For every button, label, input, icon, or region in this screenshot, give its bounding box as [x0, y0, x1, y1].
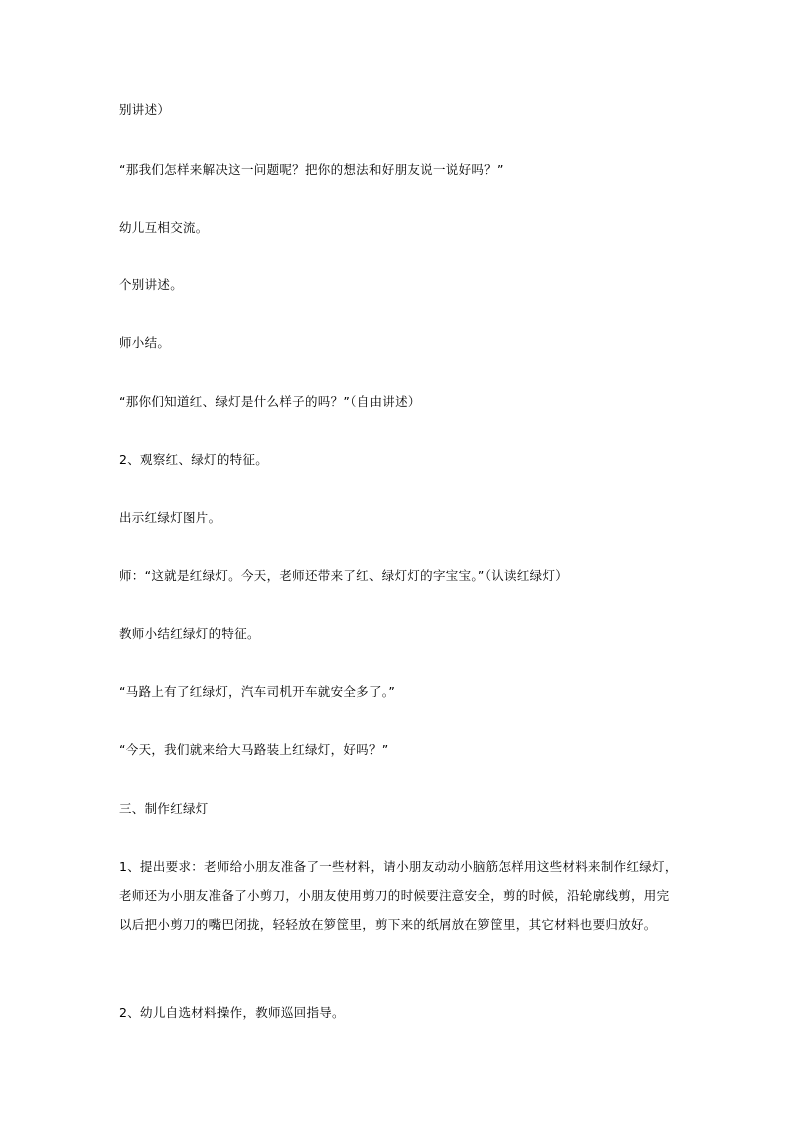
paragraph-15: 2、幼儿自选材料操作，教师巡回指导。	[119, 1005, 345, 1020]
paragraph-1: 别讲述）	[119, 102, 171, 117]
paragraph-6: “那你们知道红、绿灯是什么样子的吗？”（自由讲述）	[119, 394, 421, 409]
paragraph-2: “那我们怎样来解决这一问题呢？把你的想法和好朋友说一说好吗？”	[119, 162, 504, 177]
paragraph-5: 师小结。	[119, 335, 171, 350]
paragraph-4: 个别讲述。	[119, 277, 184, 292]
paragraph-12: “今天，我们就来给大马路装上红绿灯，好吗？”	[119, 742, 389, 757]
paragraph-8: 出示红绿灯图片。	[119, 510, 222, 525]
paragraph-11: “马路上有了红绿灯，汽车司机开车就安全多了。”	[119, 684, 396, 699]
paragraph-10: 教师小结红绿灯的特征。	[119, 626, 260, 641]
paragraph-9: 师：“这就是红绿灯。今天，老师还带来了红、绿灯灯的字宝宝。”（认读红绿灯）	[119, 568, 569, 583]
paragraph-14: 1、提出要求：老师给小朋友准备了一些材料，请小朋友动动小脑筋怎样用这些材料来制作红绿灯，老师还为小朋友准备了小剪刀，小朋友使用剪刀的时候要注意安全，剪的时候，沿轮廓线剪，用完以后把小剪刀的嘴巴闭拢，轻轻放在箩筐里，剪下来的纸屑放在箩筐里，其它材料也要归放好。	[119, 859, 678, 932]
paragraph-3: 幼儿互相交流。	[119, 220, 209, 235]
paragraph-7: 2、观察红、绿灯的特征。	[119, 452, 269, 467]
section-heading: 三、制作红绿灯	[119, 801, 209, 816]
